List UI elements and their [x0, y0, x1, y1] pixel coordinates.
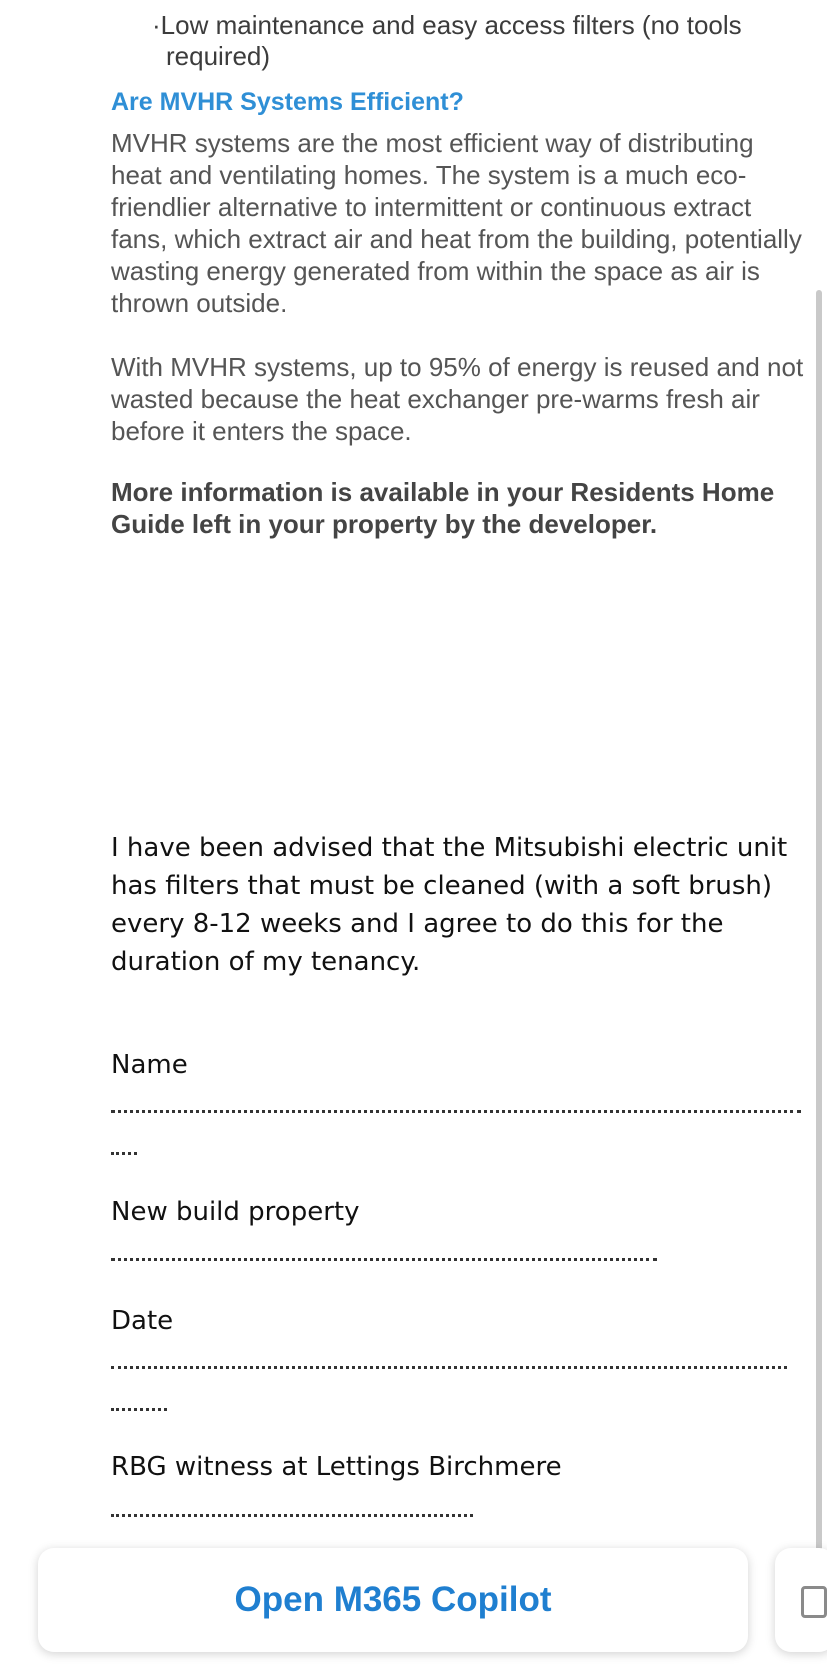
- witness-label: RBG witness at Lettings Birchmere: [111, 1452, 562, 1482]
- bullet-dot-icon: ·: [152, 10, 161, 40]
- date-dotted-line-continued: [111, 1408, 167, 1411]
- date-dotted-line: [111, 1366, 787, 1369]
- name-dotted-line: [111, 1110, 801, 1113]
- open-copilot-label: Open M365 Copilot: [234, 1580, 552, 1619]
- name-label: Name: [111, 1050, 188, 1080]
- bullet-item: [138, 10, 806, 72]
- agreement-statement: I have been advised that the Mitsubishi electric unit has filters that must be cleaned (with a soft brush) every 8-12 weeks and I agree to do this for the duration of my tenancy.: [111, 833, 788, 977]
- side-action-card[interactable]: [775, 1548, 827, 1652]
- property-label: New build property: [111, 1197, 360, 1227]
- name-dotted-line-continued: [111, 1152, 137, 1155]
- property-dotted-line: [111, 1258, 657, 1261]
- open-copilot-button[interactable]: [38, 1548, 748, 1652]
- bullet-text: Low maintenance and easy access filters (no tools required): [160, 10, 742, 71]
- paragraph-energy-reuse: With MVHR systems, up to 95% of energy is reused and not wasted because the heat exchanger pre-warms fresh air before it enters the space.: [111, 352, 804, 446]
- document-icon: [801, 1586, 827, 1618]
- vertical-scrollbar[interactable]: [816, 290, 822, 1600]
- section-heading: Are MVHR Systems Efficient?: [111, 88, 464, 116]
- witness-dotted-line: [111, 1514, 473, 1517]
- paragraph-more-info: More information is available in your Residents Home Guide left in your property by the developer.: [111, 477, 775, 539]
- paragraph-efficiency: MVHR systems are the most efficient way of distributing heat and ventilating homes. The system is a much eco-friendlier alternative to intermittent or continuous extract fans, which extract air and heat from the building, potentially wasting energy generated from within the space as air is thrown outside.: [111, 128, 802, 318]
- date-label: Date: [111, 1306, 174, 1336]
